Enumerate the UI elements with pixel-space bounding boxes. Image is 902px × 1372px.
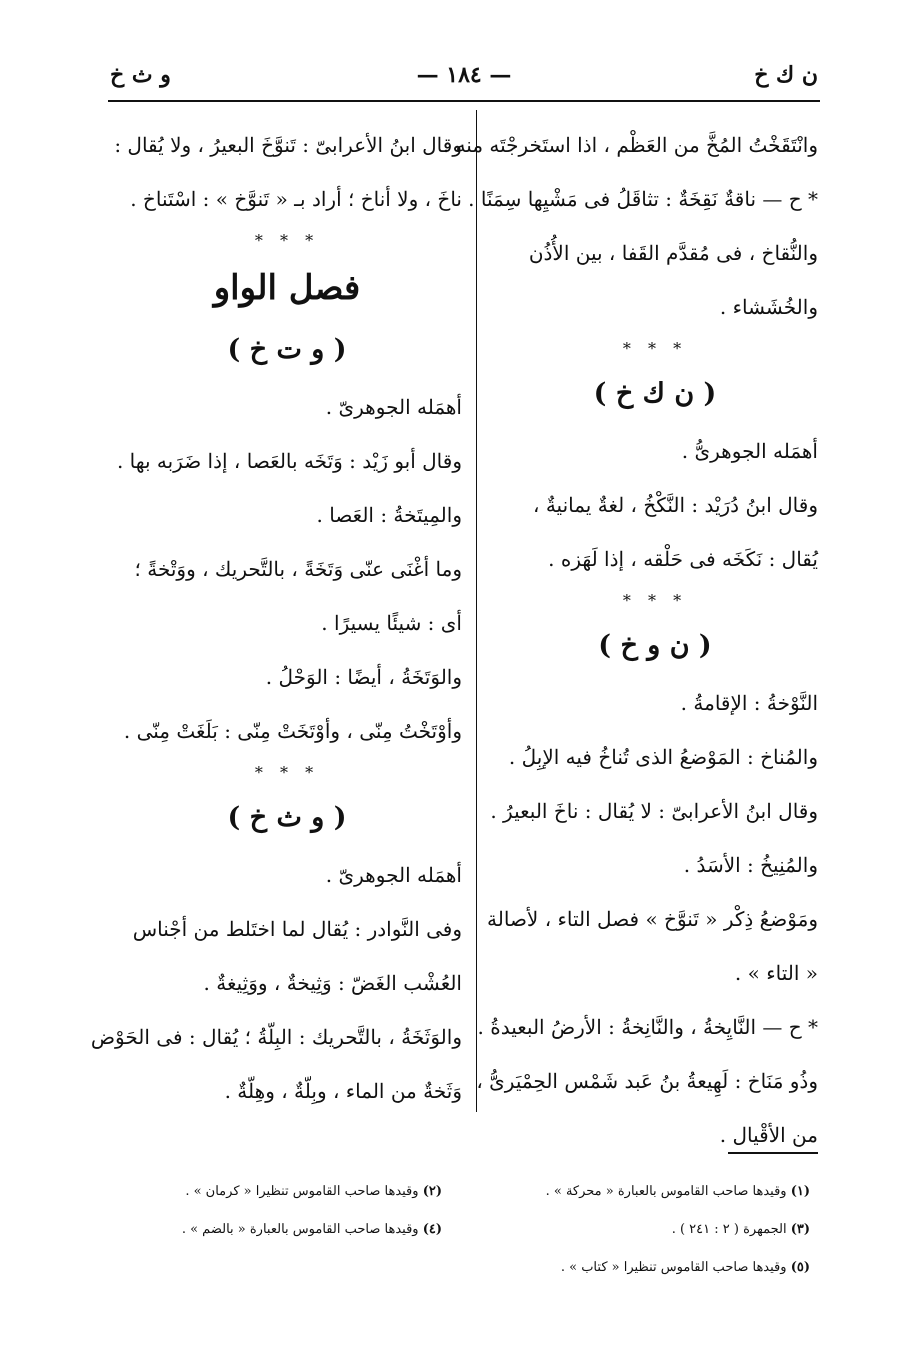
footnote-text: وقيدها صاحب القاموس بالعبارة « بالضم » . (181, 1222, 419, 1237)
text-line: والمُناخ : المَوْضعُ الذى تُناخُ فيه الإبِلُ . (508, 745, 818, 769)
text-line: ناخَ ، ولا أناخ ؛ أراد بـ « تَنوَّخ » : اسْتَناخ . (130, 187, 462, 211)
footnote-1 (546, 1184, 810, 1199)
text-line: النَّوْخةُ : الإقامةُ . (680, 691, 818, 715)
text-line: من الأقْيال . (719, 1123, 818, 1147)
text-line: والوَثَخَةُ ، بالتَّحريك : البِلّةُ ؛ يُقال : فى الحَوْض (90, 1025, 462, 1049)
page-number: — ١٨٤ — (416, 62, 512, 88)
footnote-number: (٥) (790, 1260, 810, 1275)
footnote-4 (182, 1222, 442, 1237)
column-divider (476, 110, 477, 1112)
footnote-text: وقيدها صاحب القاموس تنظيرا « كتاب » . (560, 1260, 787, 1275)
footnote-rule (728, 1152, 818, 1154)
footnote-text: وقيدها صاحب القاموس بالعبارة « محركة » . (545, 1184, 787, 1199)
page-header (110, 56, 818, 100)
text-line: والوَتَخَةُ ، أيضًا : الوَحْلُ . (265, 665, 462, 689)
footnote-number: (٣) (790, 1222, 810, 1237)
text-line: يُقال : نَكَخَه فى حَلْقه ، إذا لَهَزه . (548, 547, 818, 571)
text-line: * ح — النَّايِخةُ ، والنَّانِخةُ : الأرضُ البعيدةُ . (477, 1015, 818, 1039)
text-line: والنُّقاخ ، فى مُقدَّم القَفا ، بين الأُذُن (528, 241, 818, 265)
text-line: وقال ابنُ الأعرابىّ : لا يُقال : ناخَ البعيرُ . (490, 799, 818, 823)
text-line: والمِيتَخةُ : العَصا . (316, 503, 462, 527)
text-line: والخُشَشاء . (719, 295, 818, 319)
footnote-number: (٢) (422, 1184, 442, 1199)
right-column (442, 118, 818, 1162)
text-line: والمُنِيخُ : الأسَدُ . (683, 853, 818, 877)
text-line: وذُو مَنَاخ : لَهِيعةُ بنُ عَبد شَمْس الحِمْيَرىُّ ، (476, 1069, 818, 1093)
entry-heading-nkh: ( ن ك خ ) (593, 378, 717, 409)
entry-heading-wtkh: ( و ت خ ) (227, 334, 347, 365)
header-root-left: و ث خ (110, 62, 171, 88)
footnote-number: (٤) (422, 1222, 442, 1237)
text-line: العُشْب الغَضّ : وَثِيخةٌ ، ووَثِيغةٌ . (203, 971, 462, 995)
text-line: أى : شيئًا يسيرًا . (321, 611, 462, 635)
text-line: وانْتَقَخْتُ المُخَّ من العَظْم ، اذا استَخرجْتَه منه . (442, 133, 818, 157)
text-line: أهمَله الجوهرىُّ . (681, 439, 818, 463)
text-line: وقال ابنُ الأعرابىّ : تَنوَّخَ البعيرُ ، ولا يُقال : (114, 133, 462, 157)
text-line: وقال أبو زَيْد : وَتَخَه بالعَصا ، إذا ضَرَبه بها . (116, 449, 462, 473)
footnote-number: (١) (790, 1184, 810, 1199)
text-line: أهمَله الجوهرىّ . (325, 863, 462, 887)
text-line: وقال ابنُ دُرَيْد : النَّكْخُ ، لغةٌ يمانيةٌ ، (533, 493, 818, 517)
text-line: أهمَله الجوهرىّ . (325, 395, 462, 419)
footnote-text: الجمهرة ( ٢ : ٢٤١ ) . (671, 1222, 787, 1237)
text-line: وَثَخةٌ من الماء ، وبِلّةٌ ، وهِلّةٌ . (224, 1079, 462, 1103)
text-line: ومَوْضعُ ذِكْر « تَنوَّخ » فصل التاء ، لأصالة (487, 907, 818, 931)
section-title: فصل الواو (213, 268, 361, 308)
separator-stars: * * * (254, 231, 320, 250)
footnote-text: وقيدها صاحب القاموس تنظيرا « كرمان » . (185, 1184, 419, 1199)
separator-stars: * * * (622, 591, 688, 610)
footnote-3 (672, 1222, 810, 1237)
text-line: وما أغْنَى عنّى وَتَخَةً ، بالتَّحريك ، ووَتْخةً ؛ (134, 557, 462, 581)
separator-stars: * * * (622, 339, 688, 358)
text-line: وأوْتَخْتُ مِنّى ، وأوْتَخَتْ مِنّى : بَلَغَتْ مِنّى . (123, 719, 462, 743)
entry-heading-wthkh: ( و ث خ ) (227, 802, 347, 833)
footnote-2 (185, 1184, 442, 1199)
text-line: وفى النَّوادر : يُقال لما اختَلط من أجْناس (132, 917, 462, 941)
text-line: « التاء » . (734, 961, 818, 985)
footnote-5 (561, 1260, 810, 1275)
left-column (90, 118, 462, 1118)
entry-heading-nwkh: ( ن و خ ) (598, 630, 712, 661)
header-rule (108, 100, 820, 102)
header-root-right: ن ك خ (754, 62, 818, 88)
separator-stars: * * * (254, 763, 320, 782)
text-line: * ح — ناقةٌ نَقِخَةٌ : تثاقَلُ فى مَشْيِها سِمَنًا . (468, 187, 818, 211)
